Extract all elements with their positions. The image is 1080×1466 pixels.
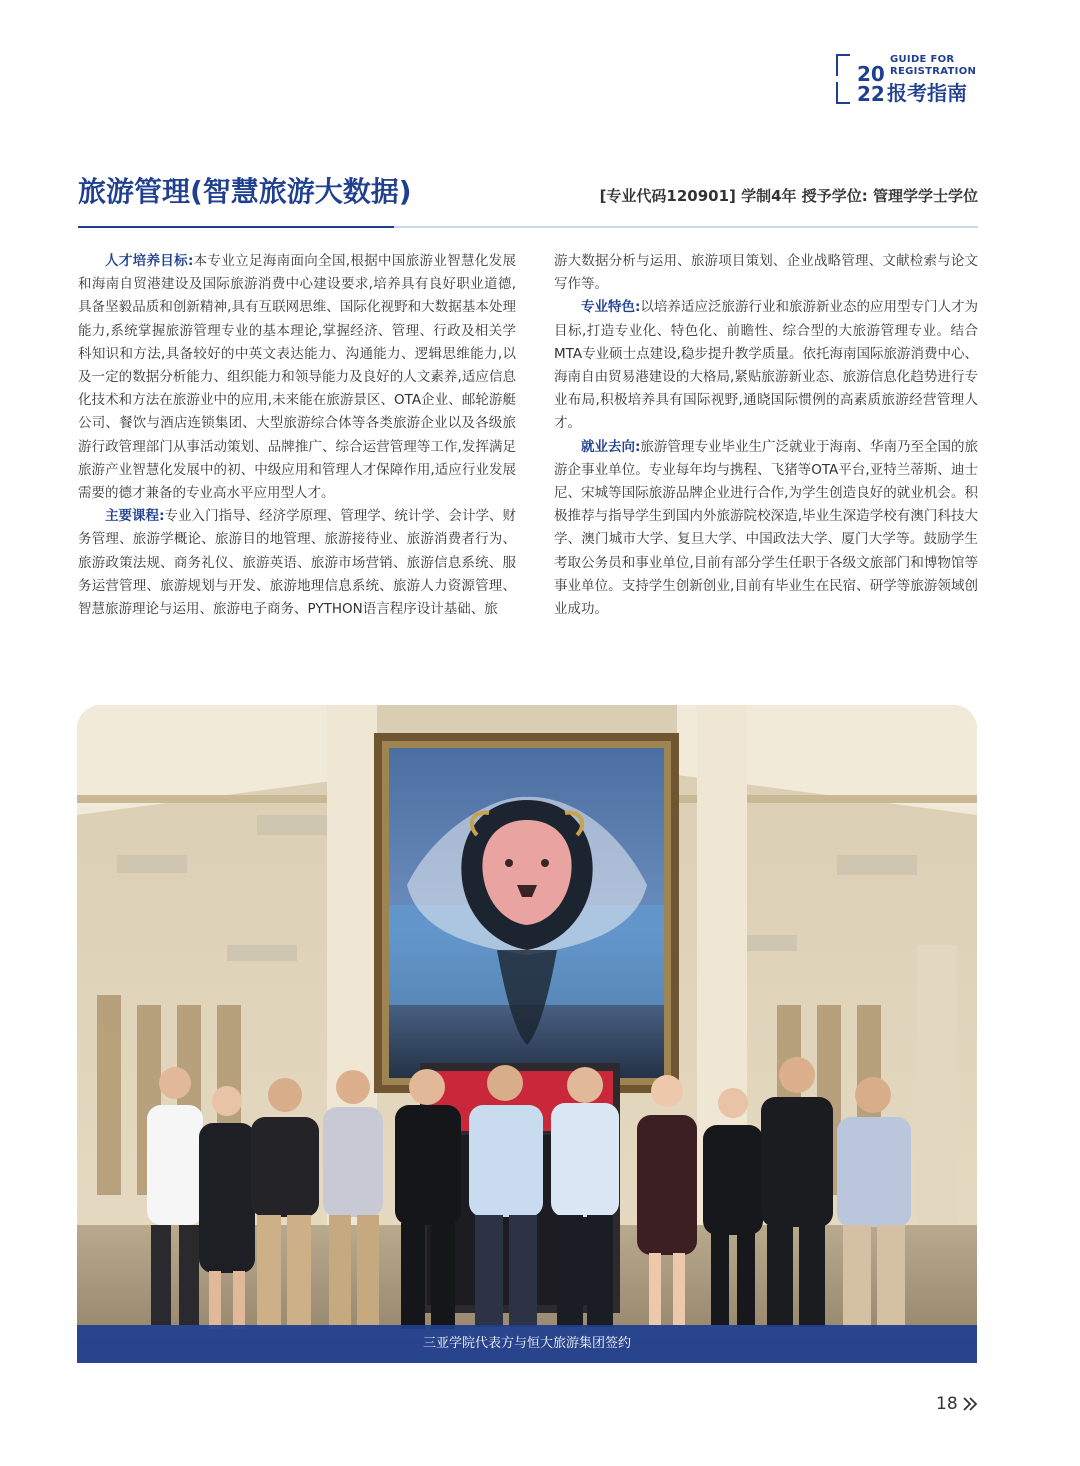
courses-label: 主要课程: — [105, 508, 165, 525]
goal-text: 本专业立足海南面向全国,根据中国旅游业智慧化发展和海南自贸港建设及国际旅游消费中心建设要求,培养具有良好职业道德,具备坚毅品质和创新精神,具有互联网思维、国际化视野和大数据基本处理能力,系统掌握旅游管理专业的基本理论,掌握经济、管理、行政及相关学科知识和方法,具备较好的中英文表达能力、沟通能力、逻辑思维能力,以及一定的数据分析能力、组织能力和领导能力及良好的人文素养,适应信息化技术和方法在旅游业中的应用,未来能在旅游景区、OTA企业、邮轮游艇公司、餐饮与酒店连锁集团、大型旅游综合体等各类旅游企业以及各级旅游行政管理部门从事活动策划、品牌推广、综合运营管理等工作,发挥满足旅游产业智慧化发展中的初、中级应用和管理人才保障作用,适应行业发展需要的德才兼备的专业高水平应用型人才。 — [78, 253, 516, 502]
badge-guide-line2: REGISTRATION — [890, 66, 977, 77]
guide-badge — [836, 54, 986, 106]
badge-year-bottom: 22 — [857, 82, 885, 106]
left-column — [78, 250, 516, 621]
courses-text: 专业入门指导、经济学原理、管理学、统计学、会计学、财务管理、旅游学概论、旅游目的地管理、旅游接待业、旅游消费者行为、旅游政策法规、商务礼仪、旅游英语、旅游市场营销、旅游信息系统、服务运营管理、旅游规划与开发、旅游地理信息系统、旅游人力资源管理、智慧旅游理论与运用、旅游电子商务、PYTHON语言程序设计基础、旅 — [78, 508, 516, 618]
badge-bracket — [836, 54, 850, 76]
major-meta: [专业代码120901] 学制4年 授予学位: 管理学学士学位 — [599, 187, 978, 205]
title-divider — [78, 226, 978, 228]
badge-guide-cn: 报考指南 — [887, 81, 967, 105]
employment-text: 旅游管理专业毕业生广泛就业于海南、华南乃至全国的旅游企事业单位。专业每年均与携程、飞猪等OTA平台,亚特兰蒂斯、迪士尼、宋城等国际旅游品牌企业进行合作,为学生创造良好的就业机会。积极推荐与指导学生到国内外旅游院校深造,毕业生深造学校有澳门科技大学、澳门城市大学、复旦大学、中国政法大学、厦门大学等。鼓励学生考取公务员和事业单位,目前有部分学生任职于各级文旅部门和博物馆等事业单位。支持学生创新创业,目前有毕业生在民宿、研学等旅游领域创业成功。 — [554, 438, 979, 618]
goal-paragraph — [78, 250, 516, 505]
photo-caption: 三亚学院代表方与恒大旅游集团签约 — [422, 1336, 631, 1351]
goal-label: 人才培养目标: — [105, 253, 194, 269]
badge-bracket — [836, 82, 850, 104]
features-text: 以培养适应泛旅游行业和旅游新业态的应用型专门人才为目标,打造专业化、特色化、前瞻性、综合型的大旅游管理专业。结合MTA专业硕士点建设,稳步提升教学质量。依托海南国际旅游消费中心、海南自由贸易港建设的大格局,紧贴旅游新业态、旅游信息化趋势进行专业布局,积极培养具有国际视野,通晓国际惯例的高素质旅游经营管理人才。 — [554, 299, 979, 432]
employment-paragraph — [554, 436, 978, 622]
photo-caption-bar — [77, 1325, 977, 1363]
courses-continuation: 游大数据分析与运用、旅游项目策划、企业战略管理、文献检索与论文写作等。 — [554, 253, 978, 293]
employment-label: 就业去向: — [581, 438, 641, 455]
photo-illustration — [77, 705, 977, 1363]
signing-photo — [77, 705, 977, 1363]
badge-year-top: 20 — [857, 62, 885, 86]
features-paragraph — [554, 296, 978, 435]
page-title: 旅游管理(智慧旅游大数据) — [78, 175, 412, 208]
double-chevron-right-icon[interactable] — [962, 1395, 978, 1413]
badge-guide-line1: GUIDE FOR — [890, 54, 955, 65]
page-number: 18 — [936, 1394, 958, 1414]
courses-paragraph — [78, 505, 516, 621]
features-label: 专业特色: — [581, 299, 641, 316]
right-column — [554, 250, 978, 621]
